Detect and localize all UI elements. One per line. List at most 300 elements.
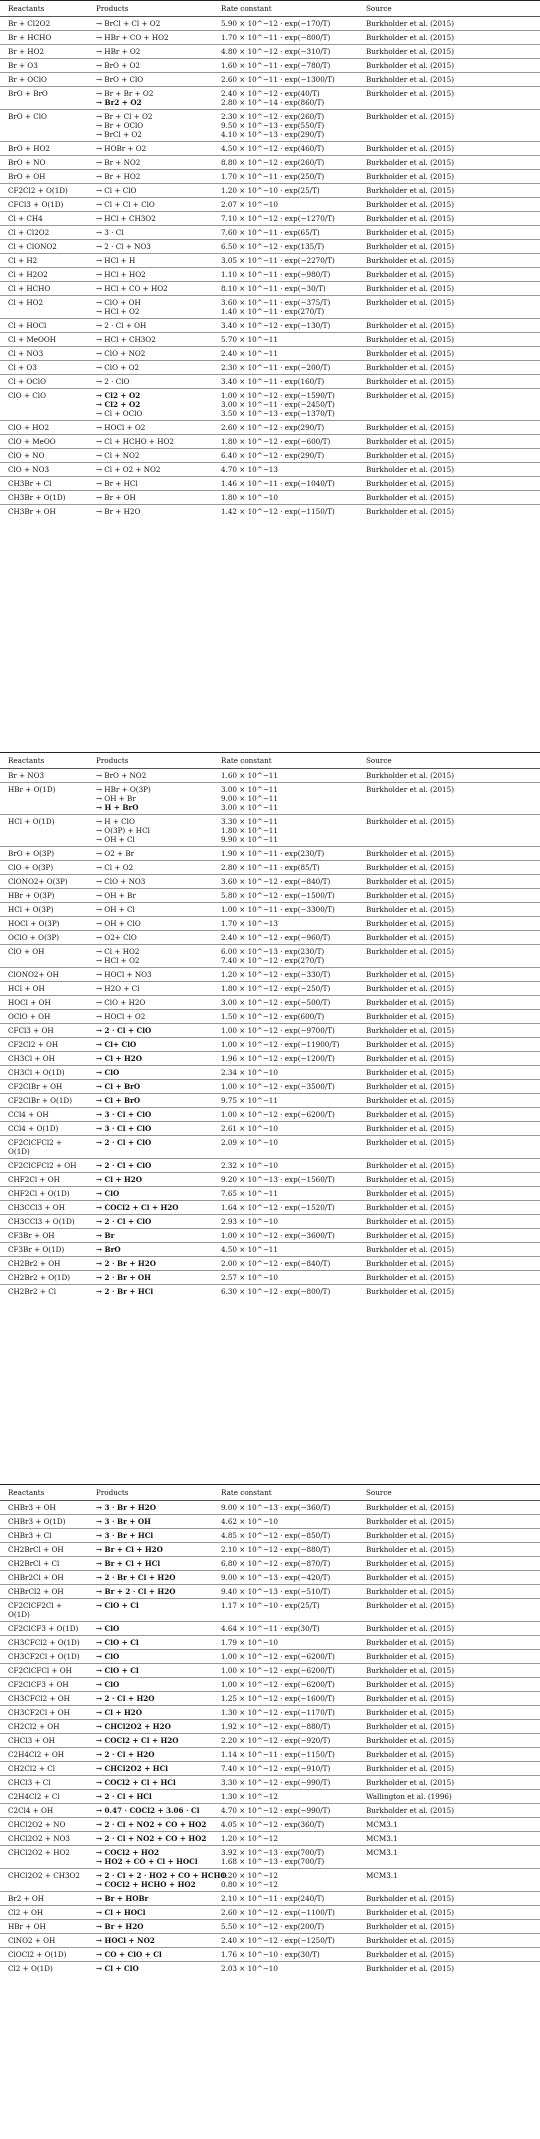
rate-constant-line: 3.00 × 10^−12 · exp(−500/T) [221,998,331,1007]
products-cell [88,769,213,783]
rate-constant-line: 3.92 × 10^−13 · exp(700/T) [221,1848,325,1857]
source-cell: Burkholder et al. (2015) [358,73,540,87]
product-line: → BrO [96,1245,121,1254]
reactants-cell: CF2Cl2 + OH [0,1038,88,1052]
reactants-cell: BrO + HO2 [0,142,88,156]
reactants-cell: ClONO2+ O(3P) [0,875,88,889]
reactants-cell: ClOCl2 + O(1D) [0,1948,88,1962]
table-row [0,435,540,449]
rate-constant-line: 4.62 × 10^−10 [221,1517,278,1526]
product-line: → 2 · Cl + OH [96,321,147,330]
products-cell [88,1024,213,1038]
table-row [0,1159,540,1173]
reactants-cell: CCl4 + O(1D) [0,1122,88,1136]
source-cell: Burkholder et al. (2015) [358,1748,540,1762]
rate-constant-line: 1.00 × 10^−12 · exp(−6200/T) [221,1110,335,1119]
rate-constant-cell [213,491,358,505]
product-line: → ClO + Cl [96,1638,139,1647]
table-row [0,1543,540,1557]
table-row [0,240,540,254]
product-line: → O2+ ClO [96,933,137,942]
product-line: → Br + 2 · Cl + H2O [96,1587,176,1596]
rate-constant-cell [213,875,358,889]
products-cell [88,1804,213,1818]
reactants-cell: ClO + MeOO [0,435,88,449]
product-line: → 3 · Cl [96,228,124,237]
product-line: → H2O + Cl [96,984,140,993]
rate-constant-line: 1.00 × 10^−11 · exp(−3300/T) [221,905,335,914]
product-line: → OH + Cl [96,835,135,844]
rate-constant-line: 1.70 × 10^−11 · exp(250/T) [221,172,325,181]
rate-constant-cell [213,156,358,170]
product-line: → Cl + ClO [96,186,137,195]
source-cell: Burkholder et al. (2015) [358,1692,540,1706]
table-row [0,1173,540,1187]
rate-constant-line: 1.25 × 10^−12 · exp(−1600/T) [221,1694,335,1703]
source-cell: Burkholder et al. (2015) [358,1622,540,1636]
products-cell [88,1636,213,1650]
source-cell: Burkholder et al. (2015) [358,1271,540,1285]
products-cell [88,1585,213,1599]
rate-constant-line: 2.07 × 10^−10 [221,200,278,209]
reactants-cell: CH3CFCl2 + OH [0,1692,88,1706]
product-line: → H + ClO [96,817,135,826]
products-cell [88,1599,213,1622]
product-line: → Br + HO2 [96,172,141,181]
table-row [0,1229,540,1243]
rate-constant-cell [213,1501,358,1515]
reactants-cell: CHCl3 + OH [0,1734,88,1748]
table-row [0,903,540,917]
product-line: → ClO [96,1652,120,1661]
product-line: → 2 · Br + H2O [96,1259,156,1268]
rate-constant-cell [213,917,358,931]
product-line: → OH + Cl [96,905,135,914]
products-cell [88,917,213,931]
products-cell [88,477,213,491]
products-cell [88,1869,227,1892]
source-cell: Burkholder et al. (2015) [358,1201,540,1215]
products-cell [88,1962,213,1976]
products-cell [88,1257,213,1271]
reactants-cell: Cl + O3 [0,361,88,375]
rate-constant-line: 4.50 × 10^−12 · exp(460/T) [221,144,325,153]
reactants-cell: BrO + BrO [0,87,88,110]
product-line: → Br + HOBr [96,1894,149,1903]
rate-constant-line: 2.10 × 10^−12 · exp(−880/T) [221,1545,331,1554]
products-cell [88,1720,213,1734]
rate-constant-cell [213,240,358,254]
product-line: → 2 · Br + OH [96,1273,151,1282]
reactants-cell: CF2ClCFCl + OH [0,1664,88,1678]
rate-constant-line: 2.10 × 10^−11 · exp(240/T) [221,1894,325,1903]
reactants-cell: CF2Cl2 + O(1D) [0,184,88,198]
rate-constant-line: 9.75 × 10^−11 [221,1096,278,1105]
products-cell [88,1159,213,1173]
product-line: → HOCl + O2 [96,423,146,432]
source-cell: Burkholder et al. (2015) [358,361,540,375]
product-line: → ClO + OH [96,298,141,307]
source-cell: Burkholder et al. (2015) [358,375,540,389]
rate-constant-cell [213,1038,358,1052]
products-cell [88,45,213,59]
table-row [0,1599,540,1622]
rate-constant-cell [213,1678,358,1692]
products-cell [88,347,213,361]
reactants-cell: CHCl2O2 + CH3O2 [0,1869,88,1892]
source-cell: Burkholder et al. (2015) [358,783,540,815]
reactants-cell: Cl + OClO [0,375,88,389]
table-row [0,1201,540,1215]
column-header-reactants: Reactants [8,756,45,765]
reactants-cell: Cl2 + O(1D) [0,1962,88,1976]
product-line: → Cl2 + O2 [96,391,141,400]
rate-constant-cell [213,769,358,783]
reaction-table-part-3 [0,1484,500,1975]
reactants-cell: Br + Cl2O2 [8,19,51,28]
table-row [0,1636,540,1650]
product-line: → CO + ClO + Cl [96,1950,162,1959]
rate-constant-cell [213,982,358,996]
source-cell: Burkholder et al. (2015) [358,1678,540,1692]
source-cell: Burkholder et al. (2015) [358,1599,540,1622]
rate-constant-line: 7.40 × 10^−12 · exp(−910/T) [221,1764,331,1773]
rate-constant-cell [213,1094,358,1108]
products-cell [88,968,213,982]
table-row [0,1804,540,1818]
source-cell: Burkholder et al. (2015) [366,771,455,780]
products-cell [88,889,213,903]
source-cell: Burkholder et al. (2015) [358,1920,540,1934]
reactants-cell: HCl + OH [0,982,88,996]
table-row [0,1818,540,1832]
product-line: → BrO + NO2 [96,771,147,780]
product-line: → HO2 + CO + Cl + HOCl [96,1857,198,1866]
products-cell [88,1748,213,1762]
rate-constant-line: 8.80 × 10^−12 · exp(260/T) [221,158,325,167]
rate-constant-line: 1.80 × 10^−12 · exp(−250/T) [221,984,331,993]
source-cell: Burkholder et al. (2015) [358,1892,540,1906]
source-cell: Burkholder et al. (2015) [358,931,540,945]
products-cell [88,1818,213,1832]
products-cell [88,1571,213,1585]
reactants-cell: BrO + OH [0,170,88,184]
product-line: → 3 · Br + OH [96,1517,151,1526]
rate-constant-line: 1.00 × 10^−12 · exp(−6200/T) [221,1652,335,1661]
table-row [0,1776,540,1790]
products-cell [88,375,213,389]
rate-constant-cell [213,505,358,519]
table-row [0,1038,540,1052]
table-row [0,1066,540,1080]
source-cell: Burkholder et al. (2015) [366,19,455,28]
product-line: → Br + OClO [96,121,144,130]
source-cell: MCM3.1 [358,1846,540,1869]
product-line: → 3 · Br + HCl [96,1531,154,1540]
reactants-cell: BrO + NO [0,156,88,170]
products-cell [88,142,213,156]
rate-constant-cell [213,1024,358,1038]
rate-constant-line: 2.00 × 10^−12 · exp(−840/T) [221,1259,331,1268]
products-cell [88,1846,213,1869]
product-line: → OH + Br [96,794,136,803]
rate-constant-line: 5.50 × 10^−12 · exp(200/T) [221,1922,325,1931]
product-line: → OH + Br [96,891,136,900]
table-row [0,296,540,319]
source-cell: Burkholder et al. (2015) [358,110,540,142]
products-cell [88,226,213,240]
products-cell [88,184,213,198]
rate-constant-cell [213,142,358,156]
rate-constant-cell [213,59,358,73]
source-cell: Burkholder et al. (2015) [358,477,540,491]
product-line: → Cl + BrO [96,1096,141,1105]
rate-constant-cell [213,1285,358,1299]
source-cell: Burkholder et al. (2015) [358,1734,540,1748]
rate-constant-line: 1.14 × 10^−11 · exp(−1150/T) [221,1750,335,1759]
rate-constant-cell [213,1934,358,1948]
reactants-cell: CH2Br2 + Cl [0,1285,88,1299]
source-cell: Burkholder et al. (2015) [358,1243,540,1257]
product-line: → ClO + NO2 [96,349,146,358]
reactants-cell: ClNO2 + OH [0,1934,88,1948]
table-row [0,931,540,945]
reactants-cell: CF2ClCF2Cl + O(1D) [0,1599,88,1622]
product-line: → Cl2 + O2 [96,400,141,409]
rate-constant-line: 8.10 × 10^−11 · exp(−30/T) [221,284,326,293]
product-line: → 0.47 · COCl2 + 3.06 · Cl [96,1806,200,1815]
rate-constant-cell [213,1529,358,1543]
product-line: → Cl + O2 [96,863,134,872]
rate-constant-cell [213,1173,358,1187]
rate-constant-cell [213,463,358,477]
rate-constant-cell [213,361,358,375]
table-row [0,1243,540,1257]
product-line: → Cl + Cl + ClO [96,200,155,209]
source-cell: Burkholder et al. (2015) [358,1906,540,1920]
products-cell [88,1229,213,1243]
rate-constant-line: 3.00 × 10^−11 · exp(−2450/T) [221,400,335,409]
reactants-cell: ClO + OH [0,945,88,968]
reactants-cell: CH3CF2Cl + OH [0,1706,88,1720]
source-cell: Burkholder et al. (2015) [358,1187,540,1201]
reactants-cell: HCl + O(1D) [0,815,88,847]
table-row [0,1557,540,1571]
source-cell: Burkholder et al. (2015) [358,1650,540,1664]
reactants-cell: CF3Br + O(1D) [0,1243,88,1257]
reactants-cell: HBr + O(3P) [0,889,88,903]
table-row [0,1187,540,1201]
products-cell [88,505,213,519]
table-row [0,17,540,31]
product-line: → Br + H2O [96,507,141,516]
table-row [0,361,540,375]
column-header-source: Source [366,756,392,765]
product-line: → ClO + Cl [96,1666,139,1675]
reactants-cell: CF2ClCFCl2 + O(1D) [0,1136,88,1159]
product-line: → O(3P) + HCl [96,826,150,835]
products-cell [88,1762,213,1776]
reactants-cell: Cl + ClONO2 [0,240,88,254]
products-cell [88,156,213,170]
table-row [0,45,540,59]
rate-constant-line: 1.80 × 10^−10 [221,493,278,502]
products-cell [88,903,213,917]
source-cell: Burkholder et al. (2015) [358,875,540,889]
rate-constant-line: 1.68 × 10^−13 · exp(700/T) [221,1857,325,1866]
reactants-cell: CHCl3 + Cl [0,1776,88,1790]
source-cell: Burkholder et al. (2015) [358,333,540,347]
reaction-table-part-2 [0,752,500,1298]
rate-constant-line: 1.00 × 10^−12 · exp(−6200/T) [221,1680,335,1689]
source-cell: Burkholder et al. (2015) [358,1108,540,1122]
reactants-cell: CH3CCl3 + OH [0,1201,88,1215]
rate-constant-cell [213,1790,358,1804]
source-cell: Burkholder et al. (2015) [358,435,540,449]
reactants-cell: CHF2Cl + O(1D) [0,1187,88,1201]
product-line: → 3 · Cl + ClO [96,1110,152,1119]
product-line: → HCl + CH3O2 [96,214,156,223]
product-line: → 2 · Cl + HCl [96,1792,152,1801]
rate-constant-cell [213,1585,358,1599]
products-cell [88,421,213,435]
reactants-cell: CH2Cl2 + OH [0,1720,88,1734]
product-line: → ClO [96,1680,120,1689]
reactants-cell: CHCl2O2 + HO2 [0,1846,88,1869]
rate-constant-line: 4.05 × 10^−12 · exp(360/T) [221,1820,325,1829]
reactants-cell: CFCl3 + O(1D) [0,198,88,212]
column-header-rate: Rate constant [221,756,272,765]
reactants-cell: HBr + O(1D) [0,783,88,815]
product-line: → HCl + O2 [96,956,140,965]
rate-constant-line: 1.00 × 10^−12 · exp(−3600/T) [221,1231,335,1240]
products-cell [88,1122,213,1136]
source-cell: Burkholder et al. (2015) [358,1664,540,1678]
product-line: → HCl + HO2 [96,270,146,279]
source-cell: Burkholder et al. (2015) [358,1934,540,1948]
source-cell: Burkholder et al. (2015) [358,1962,540,1976]
products-cell [88,1790,213,1804]
rate-constant-line: 7.60 × 10^−11 · exp(65/T) [221,228,320,237]
products-cell [88,449,213,463]
products-cell [88,1892,213,1906]
source-cell: Burkholder et al. (2015) [358,1529,540,1543]
product-line: → 2 · ClO [96,377,130,386]
products-cell [88,1243,213,1257]
source-cell: Burkholder et al. (2015) [358,1080,540,1094]
product-line: → BrO + O2 [96,61,140,70]
reactants-cell: CH3Br + O(1D) [0,491,88,505]
rate-constant-line: 6.80 × 10^−12 · exp(−870/T) [221,1559,331,1568]
rate-constant-line: 4.50 × 10^−11 [221,1245,278,1254]
product-line: → HBr + O(3P) [96,785,151,794]
rate-constant-line: 1.64 × 10^−12 · exp(−1520/T) [221,1203,335,1212]
rate-constant-cell [213,226,358,240]
product-line: → O2 + Br [96,849,135,858]
products-cell [88,1108,213,1122]
rate-constant-cell [213,110,358,142]
product-line: → Br + H2O [96,1922,144,1931]
rate-constant-line: 4.64 × 10^−11 · exp(30/T) [221,1624,320,1633]
product-line: → Cl + H2O [96,1175,143,1184]
column-header-products: Products [96,756,129,765]
table-row [0,1024,540,1038]
product-line: → 2 · Cl + 2 · HO2 + CO + HCHO [96,1871,227,1880]
source-cell: Burkholder et al. (2015) [358,1173,540,1187]
rate-constant-cell [213,1804,358,1818]
reactants-cell: CHBr2Cl + OH [0,1571,88,1585]
products-cell [88,931,213,945]
reactants-cell: Cl2 + OH [0,1906,88,1920]
table-row [0,142,540,156]
reactants-cell: CF2ClCF3 + OH [0,1678,88,1692]
rate-constant-cell [213,389,358,421]
products-cell [88,847,213,861]
rate-constant-line: 2.40 × 10^−12 · exp(40/T) [221,89,320,98]
products-cell [88,815,213,847]
table-row [0,945,540,968]
reactants-cell: CF2ClCFCl2 + OH [0,1159,88,1173]
reactants-cell: Cl + MeOOH [0,333,88,347]
rate-constant-cell [213,73,358,87]
source-cell: Burkholder et al. (2015) [358,1024,540,1038]
products-cell [88,1038,213,1052]
product-line: → HCl + H [96,256,136,265]
product-line: → Br [96,1231,115,1240]
table-row [0,156,540,170]
products-cell [88,1215,213,1229]
source-cell: Burkholder et al. (2015) [358,212,540,226]
rate-constant-line: 0.80 × 10^−12 [221,1880,278,1889]
rate-constant-line: 9.20 × 10^−13 · exp(−1560/T) [221,1175,335,1184]
rate-constant-cell [213,861,358,875]
product-line: → 2 · Cl + NO2 + CO + HO2 [96,1834,207,1843]
source-cell: Burkholder et al. (2015) [358,1285,540,1299]
source-cell: Burkholder et al. (2015) [358,59,540,73]
table-row [0,875,540,889]
table-row [0,59,540,73]
rate-constant-cell [213,1846,358,1869]
product-line: → Br + Cl + HCl [96,1559,161,1568]
table-row [0,212,540,226]
product-line: → 2 · Cl + H2O [96,1694,155,1703]
column-header-products: Products [96,1488,129,1497]
product-line: → COCl2 + HO2 [96,1848,160,1857]
rate-constant-line: 7.10 × 10^−12 · exp(−1270/T) [221,214,335,223]
source-cell: Burkholder et al. (2015) [358,347,540,361]
rate-constant-cell [213,87,358,110]
product-line: → Cl+ ClO [96,1040,137,1049]
table-row [0,282,540,296]
rate-constant-cell [213,421,358,435]
reactants-cell: HOCl + OH [0,996,88,1010]
rate-constant-cell [213,1706,358,1720]
product-line: → Br + Br + O2 [96,89,154,98]
source-cell: Burkholder et al. (2015) [366,1503,455,1512]
rate-constant-line: 2.40 × 10^−12 · exp(−1250/T) [221,1936,335,1945]
rate-constant-cell [213,17,358,31]
source-cell: Burkholder et al. (2015) [358,945,540,968]
source-cell: Burkholder et al. (2015) [358,889,540,903]
rate-constant-line: 1.00 × 10^−12 · exp(−3500/T) [221,1082,335,1091]
rate-constant-line: 9.90 × 10^−11 [221,835,278,844]
product-line: → Br + Cl + O2 [96,112,153,121]
table-row [0,226,540,240]
column-header-products: Products [96,4,129,13]
source-cell: Burkholder et al. (2015) [358,1038,540,1052]
product-line: → ClO [96,1068,120,1077]
source-cell: Burkholder et al. (2015) [358,996,540,1010]
